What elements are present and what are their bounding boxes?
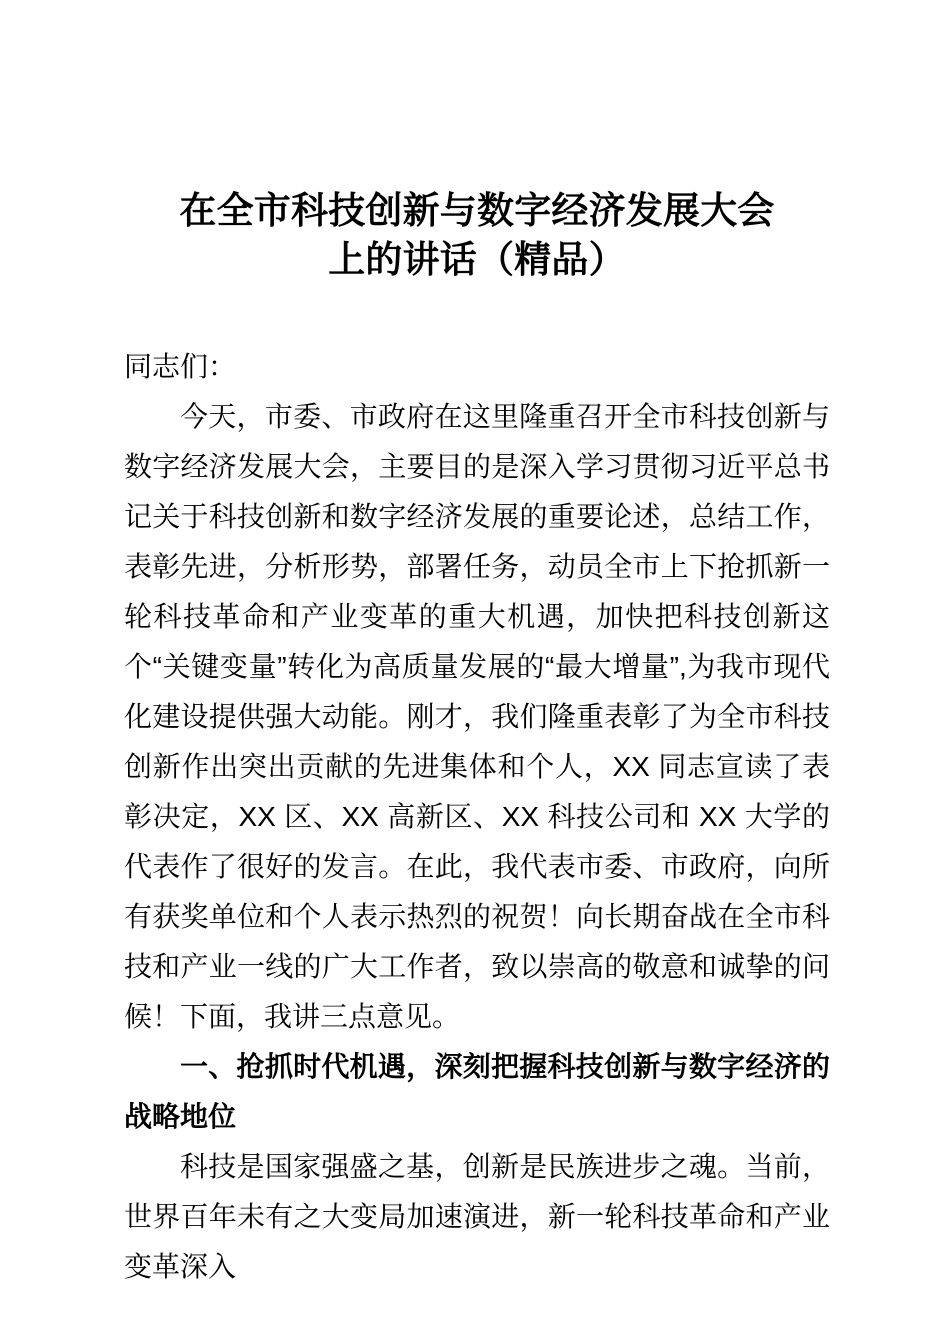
- document-body: [124, 0, 830, 1292]
- section-heading-one: 一、抢抓时代机遇，深刻把握科技创新与数字经济的战略地位: [124, 1051, 830, 1132]
- page-title-line-2: 上的讲话（精品）: [328, 239, 626, 280]
- salutation: 同志们：: [124, 351, 237, 382]
- page-title: [124, 0, 830, 284]
- opening-paragraph: 今天，市委、市政府在这里隆重召开全市科技创新与数字经济发展大会，主要目的是深入学习贯彻习近平总书记关于科技创新和数字经济发展的重要论述，总结工作，表彰先进，分析形势，部署任务，动员全市上下抢抓新一轮科技革命和产业变革的重大机遇，加快把科技创新这个“关键变量”转化为高质量发展的“最大增量”,为我市现代化建设提供强大动能。刚才，我们隆重表彰了为全市科技创新作出突出贡献的先进集体和个人，XX 同志宣读了表彰决定，XX 区、XX 高新区、XX 科技公司和 XX 大学的代表作了很好的发言。在此，我代表市委、市政府，向所有获奖单位和个人表示热烈的祝贺！向长期奋战在全市科技和产业一线的广大工作者，致以崇高的敬意和诚挚的问候！下面，我讲三点意见。: [124, 401, 830, 1032]
- page-title-line-1: 在全市科技创新与数字经济发展大会: [179, 190, 775, 231]
- section-one-paragraph: 科技是国家强盛之基，创新是民族进步之魂。当前，世界百年未有之大变局加速演进，新一轮科技革命和产业变革深入: [124, 1151, 830, 1282]
